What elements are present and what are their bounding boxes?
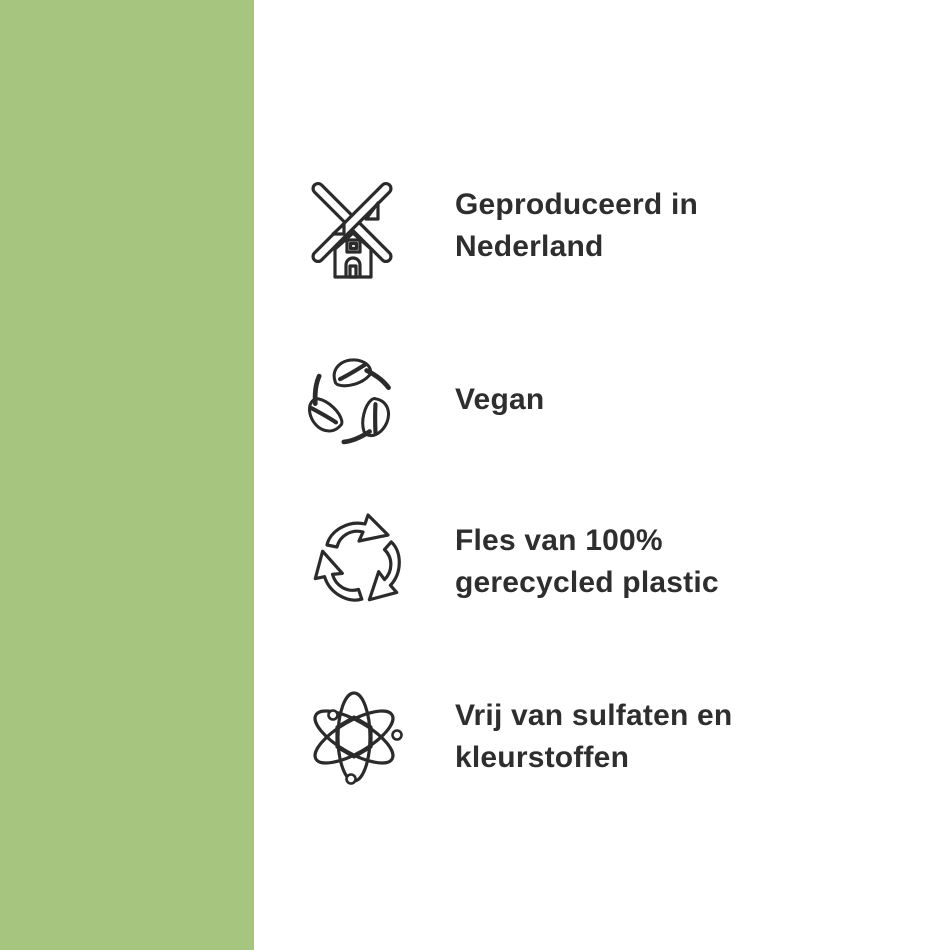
feature-label [455, 184, 698, 268]
feature-label-line: Fles van 100% [455, 524, 663, 557]
feature-label-line: gerecycled plastic [455, 566, 719, 599]
vegan-leaves-icon [303, 352, 398, 448]
feature-label-line: kleurstoffen [455, 741, 630, 774]
feature-label [455, 695, 732, 779]
feature-label-line: Vegan [455, 383, 545, 416]
icon-wrap [303, 170, 455, 282]
feature-label [455, 520, 719, 604]
windmill-icon [303, 170, 403, 282]
recycle-arrows-icon [310, 508, 410, 616]
feature-label-line: Nederland [455, 230, 604, 263]
icon-wrap [303, 352, 455, 448]
green-stripe [0, 0, 254, 950]
feature-row-no-sulfates [303, 676, 732, 798]
feature-row-produced-in-nl [303, 170, 698, 282]
icon-wrap [303, 676, 455, 798]
feature-row-recycled-plastic [303, 508, 719, 616]
icon-wrap [303, 508, 455, 616]
feature-label-line: Vrij van sulfaten en [455, 699, 733, 732]
feature-label-line: Geproduceerd in [455, 188, 699, 221]
feature-row-vegan [303, 352, 544, 448]
atom-icon [303, 676, 405, 798]
feature-label [455, 379, 544, 421]
